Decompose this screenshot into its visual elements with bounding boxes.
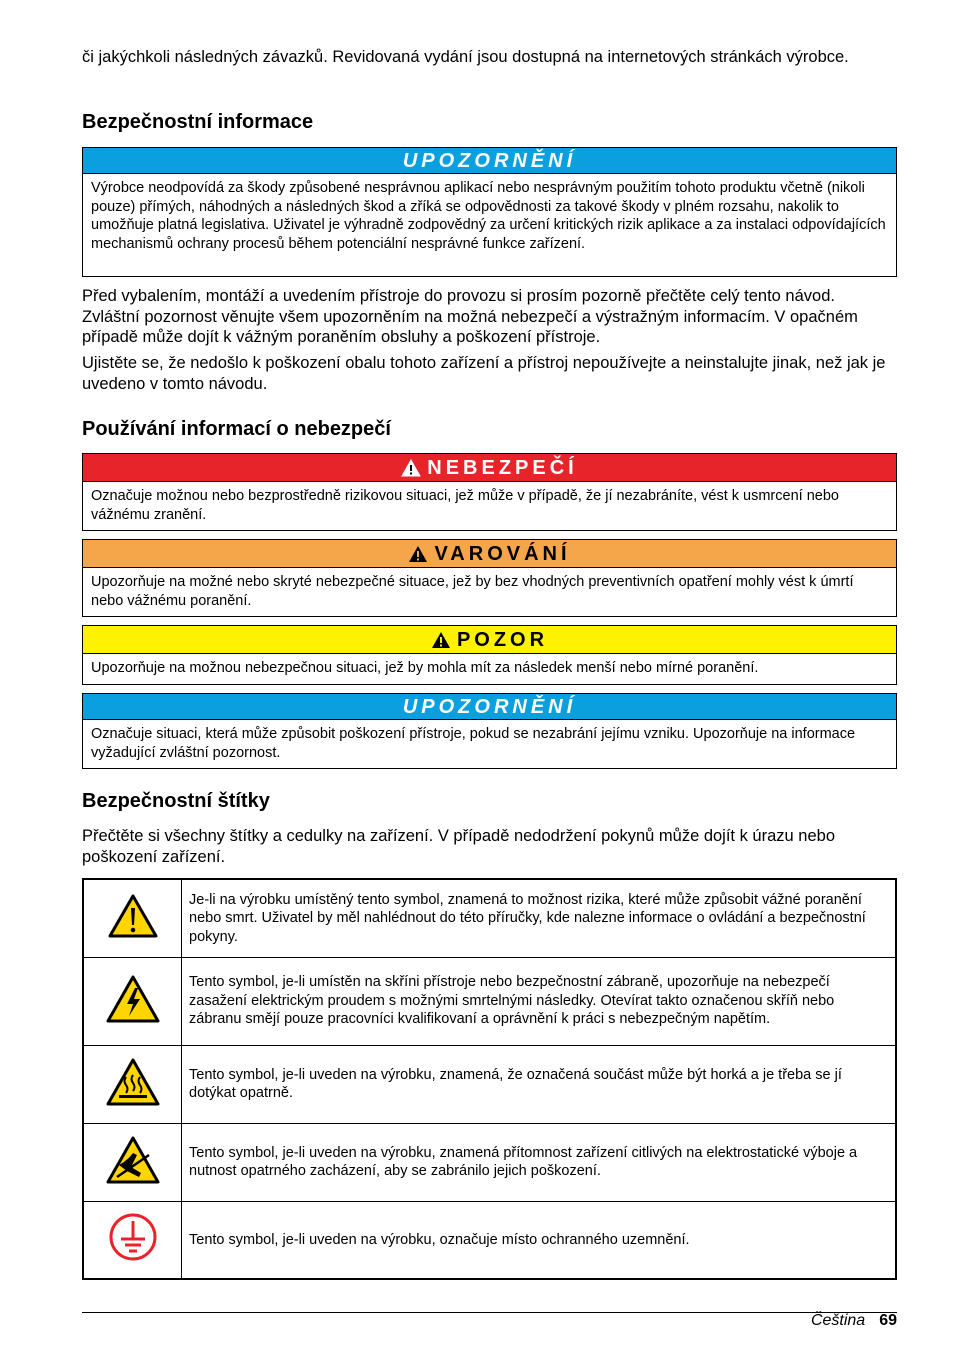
warning-body: Upozorňuje na možné nebo skryté nebezpečné situace, jež by bez vhodných preventivních opatření mohly vést k úmrtí nebo vážnému poranění.: [91, 574, 854, 609]
notice-header-label-2: UPOZORNĚNÍ: [402, 695, 577, 718]
caution-header: [83, 626, 896, 654]
danger-body: Označuje možnou nebo bezprostředně rizikovou situaci, jež může v případě, že jí nezabráníte, vést k usmrcení nebo vážnému zranění.: [91, 488, 839, 523]
table-row: [83, 1045, 896, 1123]
protective-earth-icon: [107, 1211, 159, 1263]
table-row: [83, 1123, 896, 1201]
table-row: [83, 957, 896, 1045]
section-title-safety-labels: Bezpečnostní štítky: [82, 790, 270, 812]
page-number: 69: [879, 1312, 897, 1329]
symbol-description: Tento symbol, je-li uveden na výrobku, označuje místo ochranného uzemnění.: [182, 1201, 897, 1279]
electric-shock-icon: [105, 974, 161, 1024]
caution-header-label: POZOR: [456, 628, 549, 651]
symbol-cell: [83, 879, 182, 957]
symbol-description: Tento symbol, je-li umístěn na skříni přístroje nebo bezpečnostní zábraně, upozorňuje na nebezpečí zasažení elektrickým proudem s možnými smrtelnými následky. Otevírat takto označenou skříň nebo zábranu smějí pouze pracovníci kvalifikovaní a oprávnění k práci s nebezpečným napětím.: [182, 957, 897, 1045]
safety-symbols-table: [82, 878, 897, 1280]
symbol-description: Tento symbol, je-li uveden na výrobku, znamená, že označená součást může být horká a je třeba se jí dotýkat opatrně.: [182, 1045, 897, 1123]
footer-language: Čeština: [810, 1312, 866, 1329]
caution-triangle-icon: [431, 631, 451, 649]
warning-header: [83, 540, 896, 568]
symbol-cell: [83, 1201, 182, 1279]
symbol-description: Tento symbol, je-li uveden na výrobku, znamená přítomnost zařízení citlivých na elektrostatické výboje a nutnost opatrného zacházení, aby se zabránilo jejich poškození.: [182, 1123, 897, 1201]
paragraph-packaging: Ujistěte se, že nedošlo k poškození obalu tohoto zařízení a přístroj nepoužívejte a neinstalujte jinak, než jak je uvedeno v tomto návodu.: [82, 354, 886, 393]
general-warning-icon: [107, 893, 159, 939]
notice-body: Výrobce neodpovídá za škody způsobené nesprávnou aplikací nebo nesprávným použitím tohoto produktu včetně (nikoli pouze) přímých, náhodných a následných škod a zříká se odpovědnosti za takové škody v plném rozsahu, nakolik to umožňuje platná legislativa. Uživatel je výhradně zodpovědný za určení kritických rizik aplikace a za instalaci odpovídajících mechanismů ochrany procesů během potenciální nesprávné funkce zařízení.: [91, 180, 886, 252]
table-row: [83, 1201, 896, 1279]
section-title-safety: Bezpečnostní informace: [82, 111, 314, 133]
caution-box: [82, 625, 897, 685]
footer-divider: [82, 1312, 897, 1313]
symbol-cell: [83, 1123, 182, 1201]
warning-triangle-icon: [408, 545, 428, 563]
danger-header-label: NEBEZPEČÍ: [427, 456, 578, 479]
page-footer: [811, 1311, 897, 1331]
notice-header-2: [83, 694, 896, 720]
symbol-cell: [83, 1045, 182, 1123]
notice-header: [83, 148, 896, 174]
table-row: [83, 879, 896, 957]
paragraph-read-manual: Před vybalením, montáží a uvedením přístroje do provozu si prosím pozorně přečtěte celý tento návod. Zvláštní pozornost věnujte všem upozorněním na možná nebezpečí a výstražným informacím. V opačném případě může dojít k vážným poraněním obsluhy a poškození přístroje.: [82, 287, 858, 346]
danger-warning-icon: [401, 459, 421, 477]
warning-header-label: VAROVÁNÍ: [434, 542, 571, 565]
danger-box: [82, 453, 897, 531]
symbol-description: Je-li na výrobku umístěný tento symbol, znamená to možnost rizika, které může způsobit vážné poranění nebo smrt. Uživatel by měl nahlédnout do této příručky, kde nalezne informace o ovládání a bezpečnostní pokyny.: [182, 879, 897, 957]
intro-paragraph: či jakýchkoli následných závazků. Revidovaná vydání jsou dostupná na internetových stránkách výrobce.: [82, 48, 849, 66]
danger-header: [83, 454, 896, 482]
notice-body-2: Označuje situaci, která může způsobit poškození přístroje, pokud se nezabrání jejímu vzniku. Upozorňuje na informace vyžadující zvláštní pozornost.: [91, 726, 856, 761]
section-title-hazard-info: Používání informací o nebezpečí: [82, 418, 391, 440]
caution-body: Upozorňuje na možnou nebezpečnou situaci, jež by mohla mít za následek menší nebo mírné poranění.: [91, 660, 759, 676]
hot-surface-icon: [105, 1057, 161, 1107]
esd-sensitive-icon: [105, 1135, 161, 1185]
paragraph-labels: Přečtěte si všechny štítky a cedulky na zařízení. V případě nedodržení pokynů může dojít k úrazu nebo poškození zařízení.: [82, 827, 835, 866]
warning-box: [82, 539, 897, 617]
notice-header-label: UPOZORNĚNÍ: [402, 149, 577, 172]
symbol-cell: [83, 957, 182, 1045]
notice-box: [82, 693, 897, 769]
notice-box-disclaimer: [82, 147, 897, 277]
